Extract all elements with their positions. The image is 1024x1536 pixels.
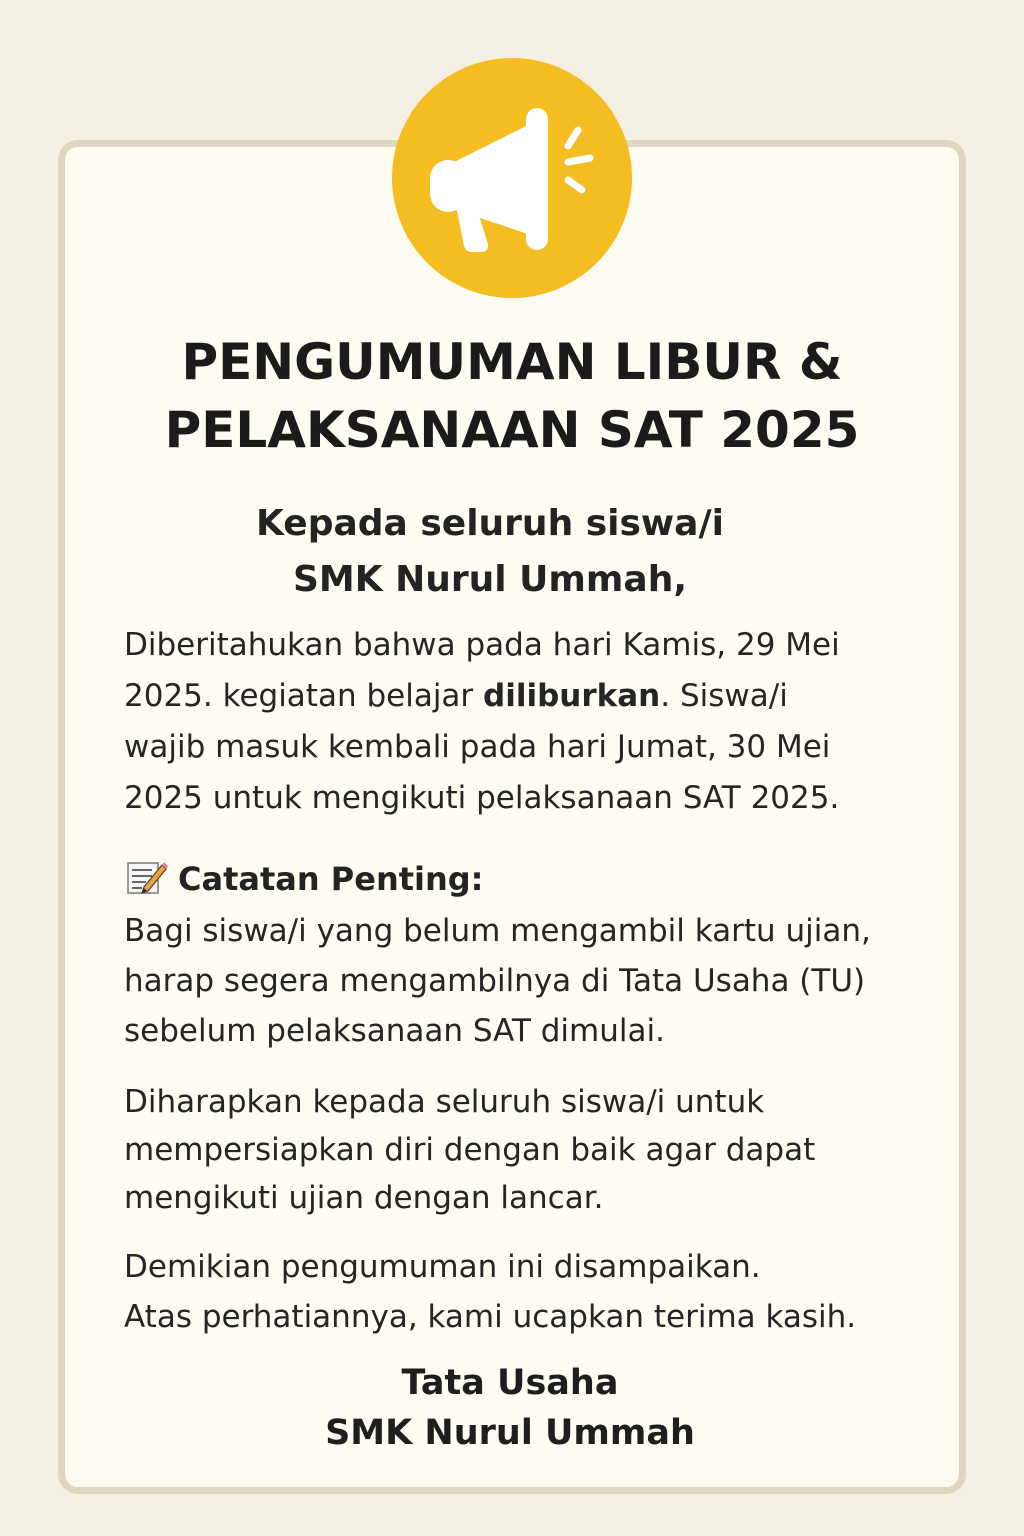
title-line: PELAKSANAAN SAT 2025 [164,401,860,459]
signature [250,1358,770,1458]
greeting-line: Kepada seluruh siswa/i [256,503,724,544]
greeting-line: SMK Nurul Ummah, [292,559,688,600]
paragraph-line: Diharapkan kepada seluruh siswa/i untuk [124,1084,765,1120]
paragraph-line: Bagi siswa/i yang belum mengambil kartu ujian, [124,913,871,949]
paragraph-line: Atas perhatiannya, kami ucapkan terima kasih. [124,1299,857,1335]
signature-line: SMK Nurul Ummah [325,1413,695,1453]
paragraph-line: Demikian pengumuman ini disampaikan. [124,1249,761,1285]
reminder-paragraph [124,1078,924,1222]
paragraph-line: mempersiapkan diri dengan baik agar dapat [124,1132,816,1168]
note-paragraph [124,906,924,1056]
paragraph-line: 2025 untuk mengikuti pelaksanaan SAT 2025. [124,780,840,816]
important-note-heading [124,856,724,902]
paragraph-line: sebelum pelaksanaan SAT dimulai. [124,1013,665,1049]
closing-paragraph [124,1242,924,1342]
title-line: PENGUMUMAN LIBUR & [181,333,843,391]
note-heading-text: Catatan Penting: [178,860,484,898]
paragraph-line [124,671,924,722]
paragraph-line: Diberitahukan bahwa pada hari Kamis, 29 Mei [124,627,840,663]
announcement-title [60,328,964,464]
megaphone-badge [392,58,632,298]
signature-line: Tata Usaha [401,1363,619,1403]
greeting [230,496,750,608]
announcement-paragraph [124,620,924,824]
paragraph-line: harap segera mengambilnya di Tata Usaha (TU) [124,963,866,999]
paragraph-line: wajib masuk kembali pada hari Jumat, 30 Mei [124,729,831,765]
megaphone-icon [392,58,632,298]
holiday-emphasis: diliburkan [483,678,661,714]
memo-icon [124,857,168,897]
paragraph-text: 2025. kegiatan belajar [124,678,484,714]
paragraph-text: . Siswa/i [660,678,788,714]
paragraph-line: mengikuti ujian dengan lancar. [124,1180,604,1216]
